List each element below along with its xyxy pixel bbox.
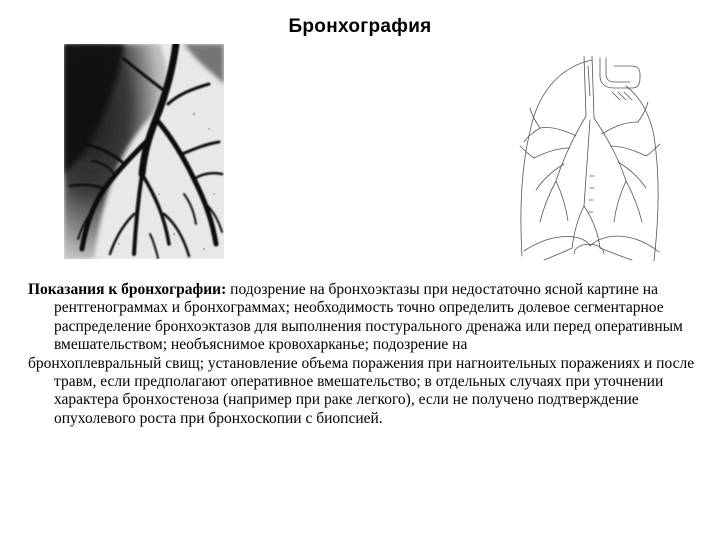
indications-paragraph-1 — [28, 281, 696, 355]
indications-text-1: подозрение на бронхоэктазы при недостаточно ясной картине на рентгенограммах и бронхограммах; необходимость точно определить долевое сегментарное распределение бронхоэктазов для выполнения постурального дренажа или перед оперативным вмешательством; необъяснимое кровохарканье; подозрение на — [54, 281, 683, 354]
page-title: Бронхография — [288, 16, 432, 37]
bronchial-tree-drawing — [514, 56, 664, 262]
indications-text-block — [28, 281, 696, 428]
bronchogram-xray-image — [64, 44, 224, 259]
indications-text-2: бронхоплевральный свищ; установление объема поражения при нагноительных поражениях и после травм, если предполагают оперативное вмешательство; в отдельных случаях при уточнении характера бронхостеноза (например при раке легкого), если не получено подтверждение опухолевого роста при бронхоскопии с биопсией. — [28, 354, 695, 427]
indications-heading: Показания к бронхографии: — [28, 281, 227, 298]
indications-paragraph-2 — [28, 355, 696, 429]
